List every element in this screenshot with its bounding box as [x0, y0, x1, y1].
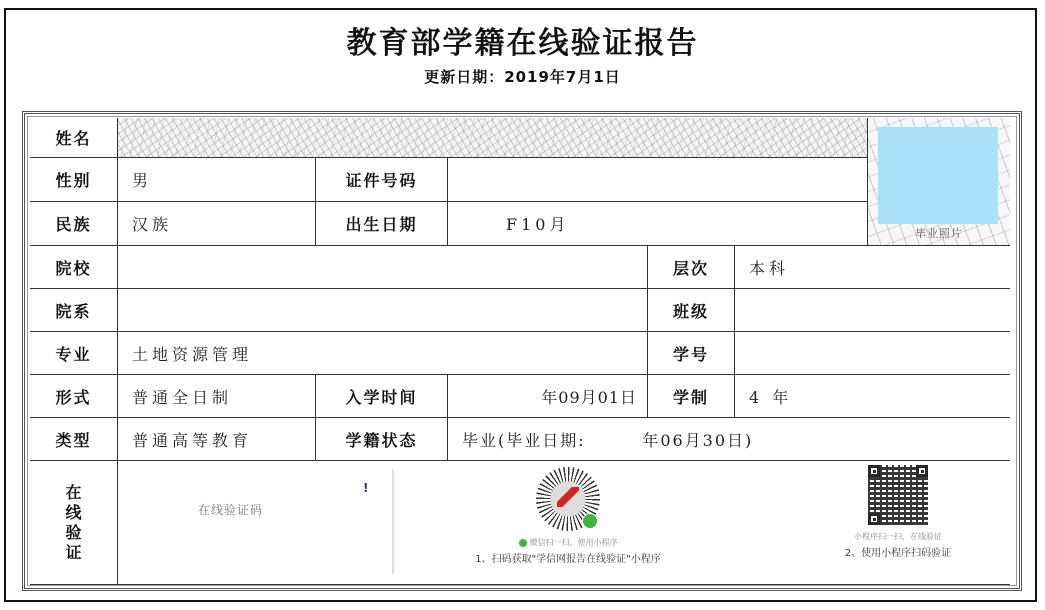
value-department	[118, 289, 648, 332]
value-type: 普通高等教育	[118, 418, 316, 461]
label-gender: 性别	[30, 158, 118, 202]
photo-cell	[868, 118, 1010, 246]
report-title: 教育部学籍在线验证报告	[346, 26, 699, 61]
label-school: 院校	[30, 246, 118, 289]
label-online-verification	[30, 461, 118, 585]
value-level: 本科	[735, 246, 1010, 289]
label-type: 类型	[30, 418, 118, 461]
label-class: 班级	[648, 289, 735, 332]
label-student-id: 学号	[648, 332, 735, 375]
mini-program-code-icon[interactable]	[536, 467, 600, 531]
graduation-photo	[878, 127, 998, 224]
value-class	[735, 289, 1010, 332]
divider	[392, 469, 394, 574]
step2-hint: 小程序扫一扫，在线验证	[854, 532, 942, 541]
value-status: 毕业(毕业日期: 年06月30日)	[448, 418, 1010, 461]
verification-panel	[118, 461, 1010, 585]
value-birth-date: F10月	[448, 202, 868, 246]
label-major: 专业	[30, 332, 118, 375]
value-student-id	[735, 332, 1010, 375]
label-enroll-date: 入学时间	[316, 375, 448, 418]
value-school	[118, 246, 648, 289]
qr-code-icon[interactable]	[868, 465, 928, 525]
wechat-icon	[582, 513, 598, 529]
value-enroll-date: 年09月01日	[448, 375, 648, 418]
value-name	[118, 118, 868, 158]
verify-char: 验	[65, 522, 82, 542]
step1-hint	[418, 537, 718, 548]
step2-block	[798, 465, 998, 559]
label-department: 院系	[30, 289, 118, 332]
step1-text: 1、扫码获取"学信网报告在线验证"小程序	[475, 554, 661, 565]
label-ethnicity: 民族	[30, 202, 118, 246]
verify-char: 证	[65, 542, 82, 562]
label-id-number: 证件号码	[316, 158, 448, 202]
value-form: 普通全日制	[118, 375, 316, 418]
label-form: 形式	[30, 375, 118, 418]
report-table	[30, 118, 1010, 590]
label-duration: 学制	[648, 375, 735, 418]
qr-finder	[916, 465, 928, 477]
chsi-logo-icon	[557, 487, 579, 507]
value-id-number	[448, 158, 868, 202]
qr-finder	[868, 465, 880, 477]
value-gender: 男	[118, 158, 316, 202]
qr-finder	[868, 513, 880, 525]
online-verification-code[interactable]: 在线验证码	[198, 503, 264, 517]
update-date: 更新日期：2019年7月1日	[424, 68, 621, 86]
value-major: 土地资源管理	[118, 332, 648, 375]
label-status: 学籍状态	[316, 418, 448, 461]
step2-text: 2、使用小程序扫码验证	[844, 548, 952, 559]
step1-hint-text: 微信扫一扫，使用小程序	[529, 538, 618, 547]
photo-caption: 毕业照片	[915, 227, 963, 240]
step1-block	[418, 467, 718, 565]
value-duration: 4 年	[735, 375, 1010, 418]
verify-char: 在	[65, 482, 82, 502]
label-level: 层次	[648, 246, 735, 289]
label-name: 姓名	[30, 118, 118, 158]
wechat-mini-icon	[519, 539, 527, 547]
label-birth-date: 出生日期	[316, 202, 448, 246]
code-mark: !	[363, 481, 369, 495]
verify-char: 线	[65, 502, 82, 522]
value-ethnicity: 汉族	[118, 202, 316, 246]
